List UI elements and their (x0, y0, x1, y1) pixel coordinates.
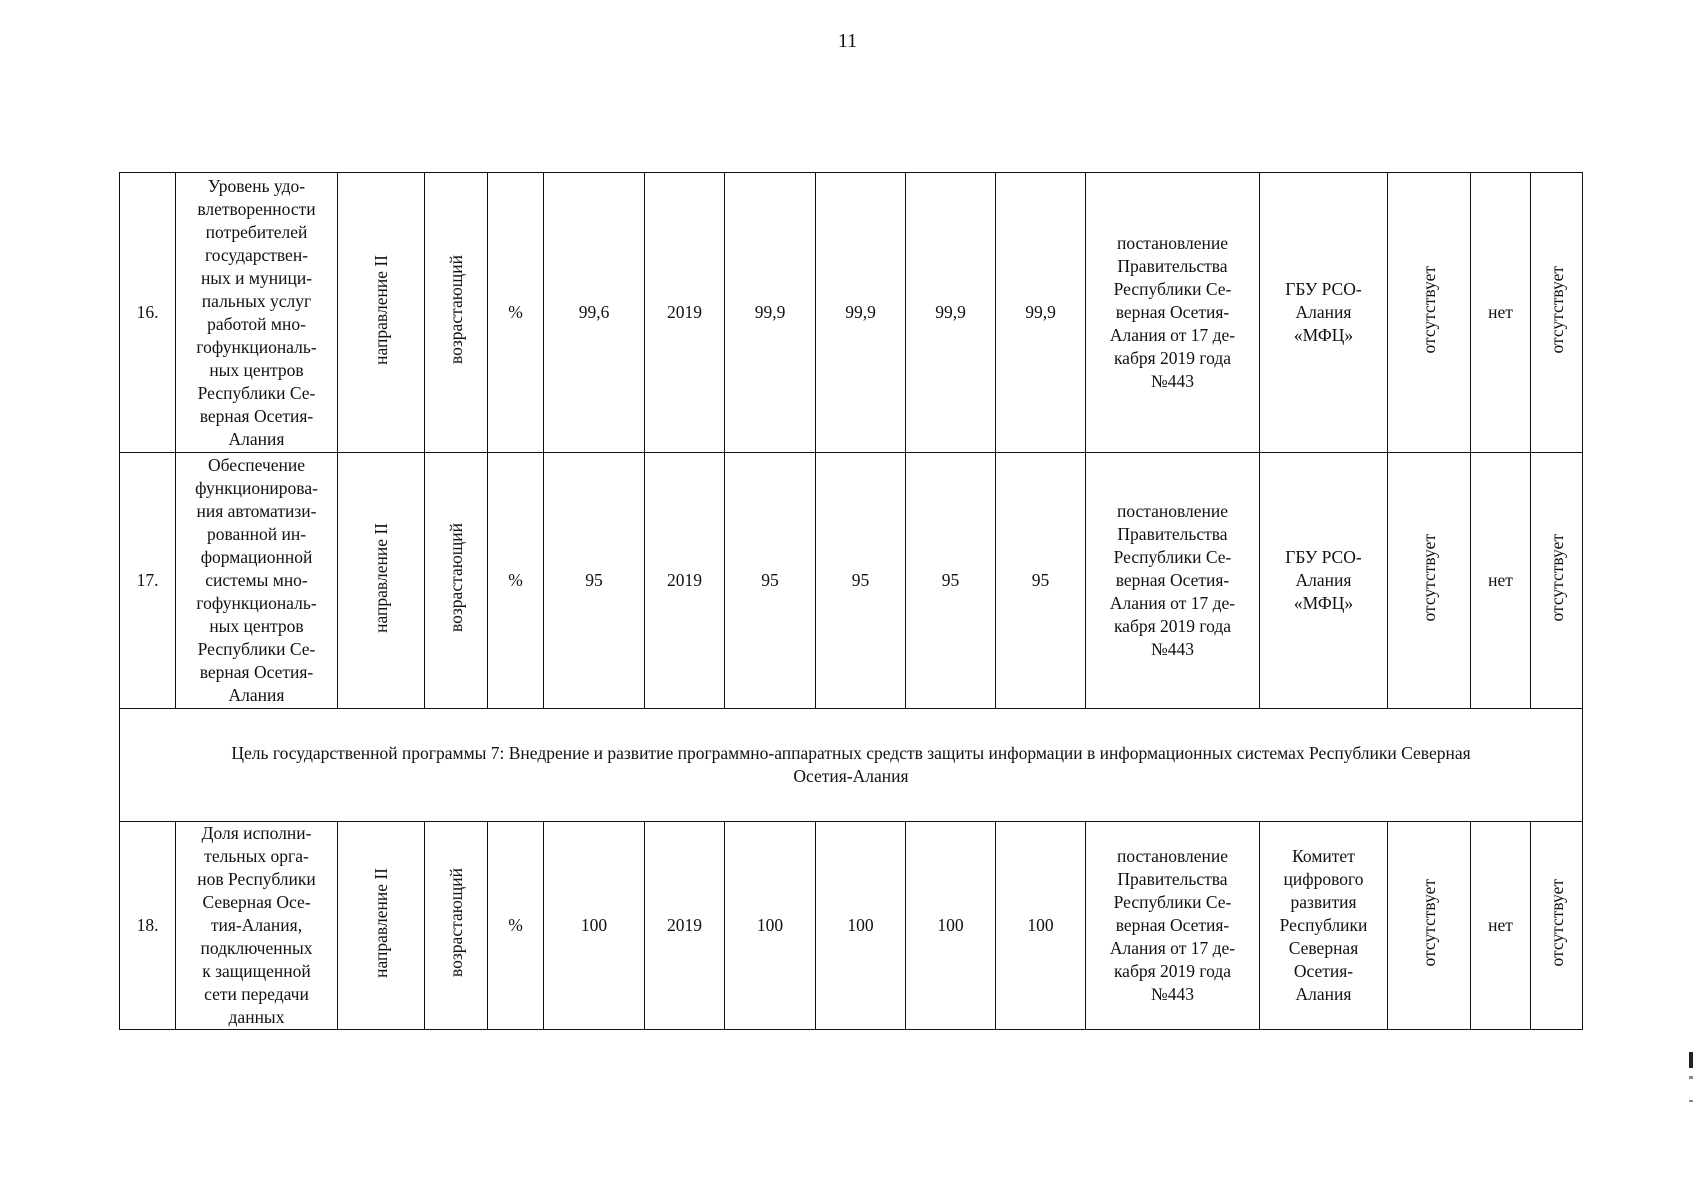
scan-margin-mark (1689, 1052, 1693, 1068)
value-cell: 99,9 (725, 173, 816, 453)
goal-7-heading: Цель государственной программы 7: Внедрение и развитие программно-аппаратных средств защиты информации в информационных системах Республики Северная Осетия-Алания (120, 709, 1583, 822)
value-cell: 99,9 (816, 173, 906, 453)
row-number: 18. (120, 822, 176, 1030)
unit-cell: % (488, 822, 544, 1030)
table-row (120, 453, 1583, 709)
row-number: 17. (120, 453, 176, 709)
base-value-cell: 99,6 (544, 173, 645, 453)
indicator-name: Уровень удо- влетворенности потребителей государствен- ных и муници- пальных услуг работой мно- гофункциональ- ных центров Республики Се- верная Осетия- Алания (176, 173, 338, 453)
value-cell: 100 (725, 822, 816, 1030)
indicators-table (119, 172, 1583, 1030)
status-cell: отсутствует (1531, 173, 1583, 453)
status-cell: отсутствует (1531, 453, 1583, 709)
value-cell: 95 (906, 453, 996, 709)
status-cell: отсутствует (1388, 173, 1471, 453)
direction-cell: направление II (338, 453, 425, 709)
document-cell: постановление Правительства Республики Се- верная Осетия- Алания от 17 де- кабря 2019 года №443 (1086, 453, 1260, 709)
goal-row (120, 709, 1583, 822)
table-row (120, 822, 1583, 1030)
value-cell: 100 (906, 822, 996, 1030)
value-cell: 100 (816, 822, 906, 1030)
status-cell: отсутствует (1531, 822, 1583, 1030)
value-cell: 95 (996, 453, 1086, 709)
document-cell: постановление Правительства Республики Се- верная Осетия- Алания от 17 де- кабря 2019 года №443 (1086, 173, 1260, 453)
flag-cell: нет (1471, 453, 1531, 709)
trend-cell: возрастающий (425, 453, 488, 709)
value-cell: 95 (725, 453, 816, 709)
row-number: 16. (120, 173, 176, 453)
document-cell: постановление Правительства Республики Се- верная Осетия- Алания от 17 де- кабря 2019 года №443 (1086, 822, 1260, 1030)
value-cell: 95 (816, 453, 906, 709)
value-cell: 99,9 (996, 173, 1086, 453)
responsible-cell: Комитет цифрового развития Республики Северная Осетия- Алания (1260, 822, 1388, 1030)
base-year-cell: 2019 (645, 453, 725, 709)
trend-cell: возрастающий (425, 173, 488, 453)
status-cell: отсутствует (1388, 822, 1471, 1030)
responsible-cell: ГБУ РСО- Алания «МФЦ» (1260, 453, 1388, 709)
base-year-cell: 2019 (645, 173, 725, 453)
table-row (120, 173, 1583, 453)
direction-cell: направление II (338, 173, 425, 453)
indicator-name: Обеспечение функционирова- ния автоматизи- рованной ин- формационной системы мно- гофункциональ- ных центров Республики Се- верная Осетия- Алания (176, 453, 338, 709)
direction-cell: направление II (338, 822, 425, 1030)
trend-cell: возрастающий (425, 822, 488, 1030)
status-cell: отсутствует (1388, 453, 1471, 709)
scan-margin-mark (1689, 1100, 1693, 1102)
base-year-cell: 2019 (645, 822, 725, 1030)
flag-cell: нет (1471, 822, 1531, 1030)
responsible-cell: ГБУ РСО- Алания «МФЦ» (1260, 173, 1388, 453)
value-cell: 99,9 (906, 173, 996, 453)
scan-margin-mark (1689, 1076, 1693, 1079)
value-cell: 100 (996, 822, 1086, 1030)
page-number: 11 (837, 30, 858, 52)
base-value-cell: 100 (544, 822, 645, 1030)
indicator-name: Доля исполни- тельных орга- нов Республики Северная Осе- тия-Алания, подключенных к защищенной сети передачи данных (176, 822, 338, 1030)
unit-cell: % (488, 173, 544, 453)
unit-cell: % (488, 453, 544, 709)
flag-cell: нет (1471, 173, 1531, 453)
base-value-cell: 95 (544, 453, 645, 709)
